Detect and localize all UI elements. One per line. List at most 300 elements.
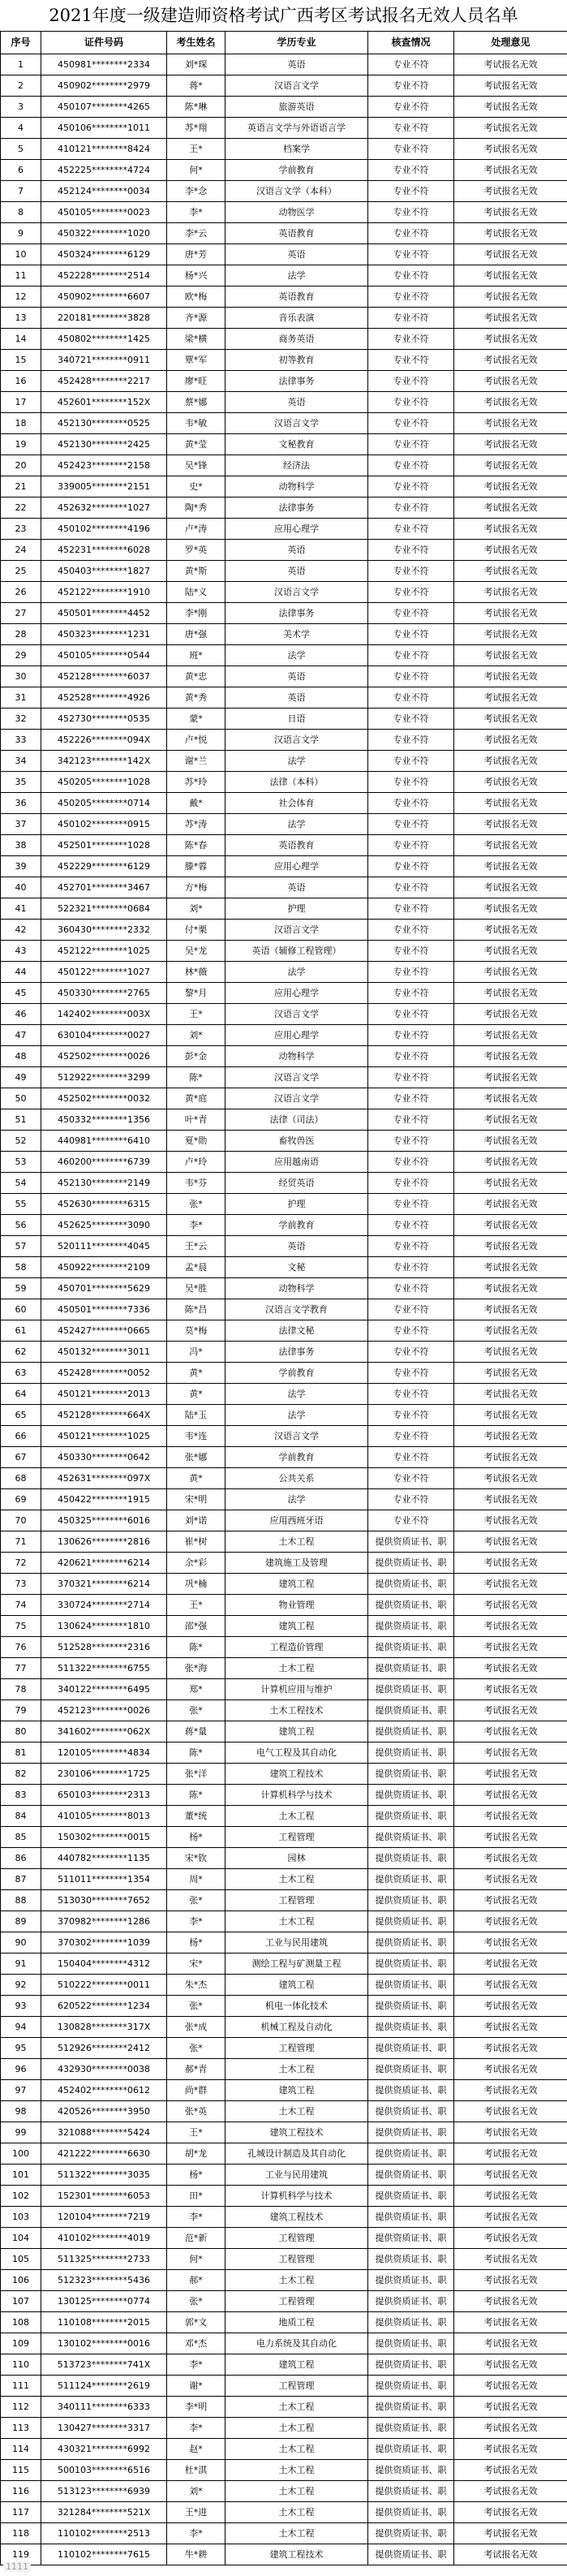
cell-major: 孔城设计制造及其自动化: [226, 2143, 368, 2165]
table-row: [1, 1932, 567, 1954]
cell-id-number: 110102********7615: [41, 2544, 167, 2565]
cell-decision: 考试报名无效: [454, 1700, 567, 1721]
cell-check-result: 提供资质证书、职: [368, 2228, 454, 2249]
table-row: [1, 1531, 567, 1553]
cell-id-number: 513123********6939: [41, 2481, 167, 2502]
table-row: [1, 265, 567, 286]
cell-major: 工程管理: [226, 2228, 368, 2249]
cell-major: 学前教育: [226, 160, 368, 181]
cell-check-result: 专业不符: [368, 1426, 454, 1447]
cell-decision: 考试报名无效: [454, 160, 567, 181]
cell-decision: 考试报名无效: [454, 244, 567, 265]
cell-name: 黄*秀: [167, 687, 226, 709]
cell-name: 尚*群: [167, 2080, 226, 2101]
cell-decision: 考试报名无效: [454, 2186, 567, 2207]
cell-id-number: 110108********2015: [41, 2312, 167, 2333]
cell-name: 郝*: [167, 2270, 226, 2291]
cell-decision: 考试报名无效: [454, 2439, 567, 2460]
cell-decision: 考试报名无效: [454, 1764, 567, 1785]
cell-check-result: 提供资质证书、职: [368, 2418, 454, 2439]
cell-id-number: 452625********3090: [41, 1215, 167, 1236]
cell-id-number: 440981********6410: [41, 1131, 167, 1152]
cell-index: 48: [1, 1046, 41, 1067]
cell-name: 陈*昌: [167, 1299, 226, 1320]
cell-major: 工业与民用建筑: [226, 2165, 368, 2186]
cell-decision: 考试报名无效: [454, 286, 567, 308]
cell-check-result: 提供资质证书、职: [368, 1932, 454, 1954]
cell-index: 45: [1, 983, 41, 1004]
cell-major: 旅游英语: [226, 97, 368, 118]
cell-decision: 考试报名无效: [454, 434, 567, 455]
cell-check-result: 提供资质证书、职: [368, 1764, 454, 1785]
table-row: [1, 983, 567, 1004]
cell-decision: 考试报名无效: [454, 709, 567, 730]
cell-check-result: 提供资质证书、职: [368, 2544, 454, 2565]
cell-index: 46: [1, 1004, 41, 1025]
cell-major: 计算机应用与维护: [226, 1679, 368, 1700]
cell-id-number: 450105********0023: [41, 202, 167, 223]
table-row: [1, 371, 567, 392]
cell-decision: 考试报名无效: [454, 2312, 567, 2333]
cell-index: 102: [1, 2186, 41, 2207]
table-row: [1, 223, 567, 244]
cell-id-number: 150404********4312: [41, 1954, 167, 1975]
table-row: [1, 2249, 567, 2270]
cell-index: 82: [1, 1764, 41, 1785]
table-row: [1, 1827, 567, 1848]
cell-index: 4: [1, 118, 41, 139]
cell-index: 14: [1, 329, 41, 350]
cell-decision: 考试报名无效: [454, 1785, 567, 1806]
table-row: [1, 2186, 567, 2207]
table-row: [1, 1194, 567, 1215]
cell-id-number: 452502********0032: [41, 1088, 167, 1109]
cell-name: 付*栗: [167, 920, 226, 941]
cell-major: 汉语言文学: [226, 582, 368, 603]
cell-id-number: 452122********1910: [41, 582, 167, 603]
cell-id-number: 120104********7219: [41, 2207, 167, 2228]
cell-index: 6: [1, 160, 41, 181]
table-row: [1, 1679, 567, 1700]
cell-check-result: 提供资质证书、职: [368, 2017, 454, 2038]
cell-decision: 考试报名无效: [454, 561, 567, 582]
cell-check-result: 提供资质证书、职: [368, 2502, 454, 2523]
cell-decision: 考试报名无效: [454, 1004, 567, 1025]
cell-name: 蒋*量: [167, 1721, 226, 1742]
cell-check-result: 专业不符: [368, 645, 454, 666]
cell-major: 应用心理学: [226, 983, 368, 1004]
cell-id-number: 460200********6739: [41, 1152, 167, 1173]
cell-name: 王*进: [167, 2502, 226, 2523]
cell-check-result: 专业不符: [368, 1278, 454, 1299]
table-row: [1, 877, 567, 898]
cell-id-number: 340111********6333: [41, 2397, 167, 2418]
cell-decision: 考试报名无效: [454, 181, 567, 202]
cell-id-number: 452427********0665: [41, 1320, 167, 1342]
cell-index: 106: [1, 2270, 41, 2291]
cell-name: 宋*钦: [167, 1848, 226, 1869]
cell-id-number: 130624********1810: [41, 1616, 167, 1637]
cell-index: 32: [1, 709, 41, 730]
watermark: 1111: [3, 2561, 31, 2572]
cell-id-number: 420526********3950: [41, 2101, 167, 2122]
cell-check-result: 专业不符: [368, 308, 454, 329]
table-row: [1, 2122, 567, 2143]
cell-check-result: 提供资质证书、职: [368, 2059, 454, 2080]
cell-major: 英语言文学与外语语言学: [226, 118, 368, 139]
cell-id-number: 511325********2733: [41, 2249, 167, 2270]
cell-index: 91: [1, 1954, 41, 1975]
cell-check-result: 专业不符: [368, 687, 454, 709]
table-row: [1, 561, 567, 582]
cell-decision: 考试报名无效: [454, 898, 567, 920]
cell-decision: 考试报名无效: [454, 814, 567, 835]
cell-id-number: 512323********5436: [41, 2270, 167, 2291]
cell-check-result: 提供资质证书、职: [368, 2397, 454, 2418]
cell-major: 土木工程: [226, 2502, 368, 2523]
table-row: [1, 1046, 567, 1067]
cell-major: 法律（司法）: [226, 1109, 368, 1131]
table-row: [1, 2439, 567, 2460]
cell-major: 文秘教育: [226, 434, 368, 455]
cell-id-number: 450330********0642: [41, 1447, 167, 1468]
cell-check-result: 专业不符: [368, 1215, 454, 1236]
cell-check-result: 提供资质证书、职: [368, 2270, 454, 2291]
cell-check-result: 提供资质证书、职: [368, 1679, 454, 1700]
cell-name: 滕*蓉: [167, 856, 226, 877]
cell-id-number: 452122********1025: [41, 941, 167, 962]
cell-index: 17: [1, 392, 41, 413]
cell-name: 何*: [167, 2249, 226, 2270]
cell-decision: 考试报名无效: [454, 97, 567, 118]
cell-decision: 考试报名无效: [454, 2038, 567, 2059]
cell-id-number: 452701********3467: [41, 877, 167, 898]
cell-id-number: 142402********003X: [41, 1004, 167, 1025]
cell-major: 工程造价管理: [226, 1637, 368, 1658]
cell-id-number: 452501********1028: [41, 835, 167, 856]
cell-major: 日语: [226, 709, 368, 730]
cell-decision: 考试报名无效: [454, 1468, 567, 1489]
cell-check-result: 专业不符: [368, 329, 454, 350]
cell-id-number: 360430********2332: [41, 920, 167, 941]
table-row: [1, 2291, 567, 2312]
cell-check-result: 提供资质证书、职: [368, 2481, 454, 2502]
cell-check-result: 专业不符: [368, 877, 454, 898]
cell-id-number: 220181********3828: [41, 308, 167, 329]
cell-decision: 考试报名无效: [454, 455, 567, 476]
cell-check-result: 专业不符: [368, 139, 454, 160]
cell-major: 建筑施工及管理: [226, 1553, 368, 1574]
table-row: [1, 1088, 567, 1109]
cell-name: 王*云: [167, 1236, 226, 1257]
cell-id-number: 520111********4045: [41, 1236, 167, 1257]
cell-major: 护理: [226, 898, 368, 920]
cell-major: 学前教育: [226, 1363, 368, 1384]
cell-index: 58: [1, 1257, 41, 1278]
cell-index: 16: [1, 371, 41, 392]
cell-check-result: 专业不符: [368, 730, 454, 751]
cell-name: 张*: [167, 1194, 226, 1215]
cell-major: 经贸英语: [226, 1173, 368, 1194]
table-row: [1, 2101, 567, 2122]
cell-major: 建筑工程: [226, 2080, 368, 2101]
table-row: [1, 1721, 567, 1742]
cell-check-result: 提供资质证书、职: [368, 1806, 454, 1827]
cell-major: 英语: [226, 244, 368, 265]
cell-major: 初等教育: [226, 350, 368, 371]
cell-id-number: 452130********0525: [41, 413, 167, 434]
cell-index: 2: [1, 75, 41, 97]
table-row: [1, 75, 567, 97]
table-row: [1, 139, 567, 160]
cell-major: 建筑工程: [226, 1574, 368, 1595]
cell-id-number: 341602********062X: [41, 1721, 167, 1742]
cell-index: 80: [1, 1721, 41, 1742]
cell-index: 62: [1, 1342, 41, 1363]
table-row: [1, 835, 567, 856]
cell-major: 测绘工程与矿测量工程: [226, 1954, 368, 1975]
cell-major: 汉语言文学: [226, 1067, 368, 1088]
cell-major: 土木工程: [226, 2059, 368, 2080]
cell-name: 陈*琳: [167, 97, 226, 118]
cell-decision: 考试报名无效: [454, 1320, 567, 1342]
cell-name: 彭*金: [167, 1046, 226, 1067]
cell-index: 51: [1, 1109, 41, 1131]
cell-decision: 考试报名无效: [454, 1827, 567, 1848]
cell-index: 11: [1, 265, 41, 286]
cell-major: 汉语言文学: [226, 730, 368, 751]
cell-name: 吴*胜: [167, 1278, 226, 1299]
cell-index: 73: [1, 1574, 41, 1595]
cell-name: 王*: [167, 139, 226, 160]
cell-check-result: 专业不符: [368, 603, 454, 624]
cell-index: 15: [1, 350, 41, 371]
cell-name: 黄*忠: [167, 666, 226, 687]
cell-index: 57: [1, 1236, 41, 1257]
cell-name: 余*彩: [167, 1553, 226, 1574]
table-row: [1, 1257, 567, 1278]
cell-check-result: 专业不符: [368, 286, 454, 308]
cell-index: 105: [1, 2249, 41, 2270]
table-row: [1, 2165, 567, 2186]
table-row: [1, 1510, 567, 1531]
cell-decision: 考试报名无效: [454, 2143, 567, 2165]
cell-major: 档案学: [226, 139, 368, 160]
cell-index: 90: [1, 1932, 41, 1954]
cell-name: 黄*: [167, 1468, 226, 1489]
cell-id-number: 450205********1028: [41, 772, 167, 793]
cell-decision: 考试报名无效: [454, 2397, 567, 2418]
cell-major: 工程管理: [226, 2038, 368, 2059]
cell-id-number: 511322********3035: [41, 2165, 167, 2186]
cell-check-result: 专业不符: [368, 1257, 454, 1278]
cell-index: 5: [1, 139, 41, 160]
cell-check-result: 专业不符: [368, 772, 454, 793]
cell-decision: 考试报名无效: [454, 1679, 567, 1700]
cell-decision: 考试报名无效: [454, 1067, 567, 1088]
cell-id-number: 450107********4265: [41, 97, 167, 118]
cell-name: 范*新: [167, 2228, 226, 2249]
cell-check-result: 提供资质证书、职: [368, 2439, 454, 2460]
table-row: [1, 2523, 567, 2544]
cell-decision: 考试报名无效: [454, 1299, 567, 1320]
cell-id-number: 450122********1027: [41, 962, 167, 983]
cell-major: 法学: [226, 962, 368, 983]
cell-check-result: 提供资质证书、职: [368, 1531, 454, 1553]
cell-index: 70: [1, 1510, 41, 1531]
cell-index: 68: [1, 1468, 41, 1489]
cell-decision: 考试报名无效: [454, 582, 567, 603]
cell-id-number: 130626********2816: [41, 1531, 167, 1553]
cell-index: 115: [1, 2460, 41, 2481]
cell-name: 郑*: [167, 1679, 226, 1700]
cell-decision: 考试报名无效: [454, 1954, 567, 1975]
header-decision: 处理意见: [454, 32, 567, 54]
cell-major: 动物科学: [226, 476, 368, 498]
table-row: [1, 1278, 567, 1299]
cell-index: 101: [1, 2165, 41, 2186]
cell-name: 黄*莹: [167, 434, 226, 455]
header-major: 学历专业: [226, 32, 368, 54]
cell-id-number: 650103********2313: [41, 1785, 167, 1806]
cell-major: 土木工程: [226, 2481, 368, 2502]
cell-check-result: 提供资质证书、职: [368, 2080, 454, 2101]
cell-name: 韦*敏: [167, 413, 226, 434]
cell-decision: 考试报名无效: [454, 941, 567, 962]
cell-id-number: 512528********2316: [41, 1637, 167, 1658]
cell-major: 汉语言文学（本科）: [226, 181, 368, 202]
cell-major: 应用心理学: [226, 1025, 368, 1046]
cell-name: 宋*明: [167, 1489, 226, 1510]
cell-id-number: 432930********0038: [41, 2059, 167, 2080]
cell-name: 李*刚: [167, 603, 226, 624]
cell-check-result: 提供资质证书、职: [368, 1890, 454, 1911]
cell-index: 67: [1, 1447, 41, 1468]
cell-major: 工程管理: [226, 1827, 368, 1848]
cell-check-result: 提供资质证书、职: [368, 2460, 454, 2481]
cell-decision: 考试报名无效: [454, 2354, 567, 2376]
cell-name: 莫*梅: [167, 1320, 226, 1342]
cell-name: 齐*源: [167, 308, 226, 329]
cell-decision: 考试报名无效: [454, 2481, 567, 2502]
cell-index: 110: [1, 2354, 41, 2376]
cell-id-number: 410121********8424: [41, 139, 167, 160]
table-row: [1, 814, 567, 835]
cell-major: 建筑工程技术: [226, 1764, 368, 1785]
cell-decision: 考试报名无效: [454, 2523, 567, 2544]
cell-id-number: 522321********0684: [41, 898, 167, 920]
cell-major: 应用心理学: [226, 856, 368, 877]
table-row: [1, 160, 567, 181]
cell-major: 机电一体化技术: [226, 1996, 368, 2017]
cell-decision: 考试报名无效: [454, 1869, 567, 1890]
cell-name: 方*梅: [167, 877, 226, 898]
cell-check-result: 专业不符: [368, 666, 454, 687]
cell-major: 电气工程及其自动化: [226, 1742, 368, 1764]
cell-major: 音乐表演: [226, 308, 368, 329]
cell-major: 法学: [226, 265, 368, 286]
cell-check-result: 专业不符: [368, 835, 454, 856]
cell-decision: 考试报名无效: [454, 1932, 567, 1954]
cell-id-number: 452130********2425: [41, 434, 167, 455]
cell-index: 36: [1, 793, 41, 814]
cell-check-result: 提供资质证书、职: [368, 2354, 454, 2376]
cell-decision: 考试报名无效: [454, 1975, 567, 1996]
cell-id-number: 370302********1039: [41, 1932, 167, 1954]
cell-major: 建筑工程: [226, 1721, 368, 1742]
cell-decision: 考试报名无效: [454, 962, 567, 983]
cell-major: 土木工程: [226, 1658, 368, 1679]
table-row: [1, 2059, 567, 2080]
cell-index: 47: [1, 1025, 41, 1046]
disqualified-list-table: [0, 31, 567, 2565]
cell-decision: 考试报名无效: [454, 2059, 567, 2080]
table-row: [1, 1025, 567, 1046]
cell-check-result: 专业不符: [368, 1384, 454, 1405]
cell-check-result: 专业不符: [368, 793, 454, 814]
cell-major: 建筑工程: [226, 1616, 368, 1637]
cell-check-result: 提供资质证书、职: [368, 2038, 454, 2059]
cell-index: 24: [1, 540, 41, 561]
cell-index: 86: [1, 1848, 41, 1869]
cell-decision: 考试报名无效: [454, 645, 567, 666]
cell-id-number: 511124********2619: [41, 2376, 167, 2397]
cell-index: 19: [1, 434, 41, 455]
cell-decision: 考试报名无效: [454, 519, 567, 540]
cell-index: 28: [1, 624, 41, 645]
cell-check-result: 专业不符: [368, 392, 454, 413]
cell-index: 44: [1, 962, 41, 983]
cell-index: 119: [1, 2544, 41, 2565]
cell-name: 杨*: [167, 1932, 226, 1954]
cell-major: 建筑工程: [226, 1975, 368, 1996]
cell-index: 59: [1, 1278, 41, 1299]
cell-name: 杨*: [167, 1827, 226, 1848]
table-row: [1, 1869, 567, 1890]
cell-check-result: 提供资质证书、职: [368, 1785, 454, 1806]
cell-id-number: 452229********6129: [41, 856, 167, 877]
cell-name: 罗*英: [167, 540, 226, 561]
cell-name: 邵*强: [167, 1616, 226, 1637]
table-row: [1, 2080, 567, 2101]
cell-index: 43: [1, 941, 41, 962]
table-row: [1, 2038, 567, 2059]
cell-check-result: 专业不符: [368, 983, 454, 1004]
table-row: [1, 1553, 567, 1574]
cell-check-result: 专业不符: [368, 1447, 454, 1468]
cell-id-number: 452631********097X: [41, 1468, 167, 1489]
header-check-result: 核查情况: [368, 32, 454, 54]
cell-index: 83: [1, 1785, 41, 1806]
table-row: [1, 244, 567, 265]
cell-id-number: 340122********6495: [41, 1679, 167, 1700]
cell-name: 戴*: [167, 793, 226, 814]
table-row: [1, 540, 567, 561]
cell-index: 35: [1, 772, 41, 793]
cell-index: 54: [1, 1173, 41, 1194]
cell-major: 工程管理: [226, 1890, 368, 1911]
cell-check-result: 提供资质证书、职: [368, 1574, 454, 1595]
cell-decision: 考试报名无效: [454, 2502, 567, 2523]
cell-index: 113: [1, 2418, 41, 2439]
cell-id-number: 450332********1356: [41, 1109, 167, 1131]
cell-check-result: 专业不符: [368, 498, 454, 519]
cell-major: 工程管理: [226, 2249, 368, 2270]
cell-name: 陆*义: [167, 582, 226, 603]
cell-index: 34: [1, 751, 41, 772]
cell-decision: 考试报名无效: [454, 2122, 567, 2143]
cell-check-result: 提供资质证书、职: [368, 2122, 454, 2143]
